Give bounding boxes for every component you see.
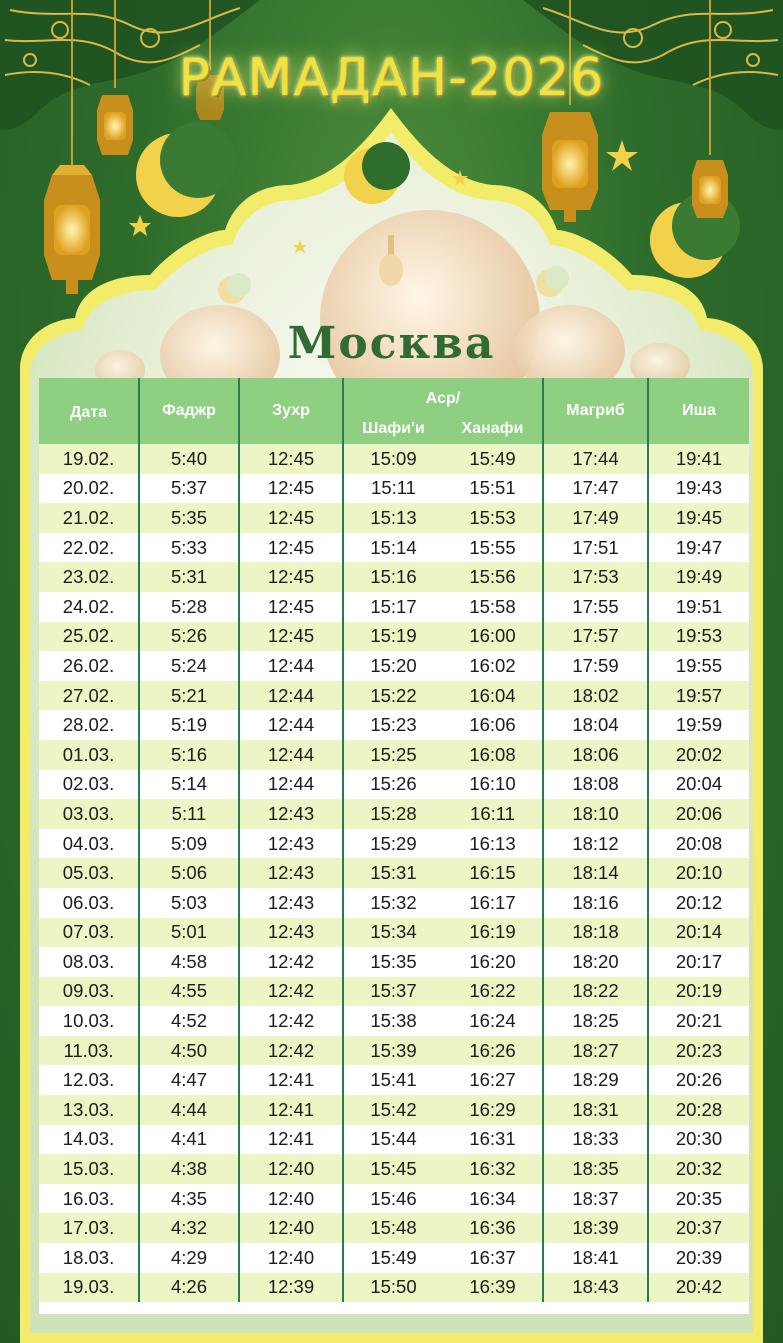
cell-asr-hanafi: 16:04	[443, 681, 543, 711]
cell-fajr: 5:03	[139, 888, 239, 918]
cell-zuhr: 12:45	[239, 562, 343, 592]
cell-fajr: 5:06	[139, 858, 239, 888]
table-row	[39, 533, 749, 563]
table-row	[39, 918, 749, 948]
header-asr: Аср/	[343, 378, 543, 414]
cell-isha: 20:10	[648, 858, 749, 888]
cell-isha: 20:30	[648, 1125, 749, 1155]
cell-maghrib: 18:39	[543, 1213, 648, 1243]
cell-asr-hanafi: 16:36	[443, 1213, 543, 1243]
cell-maghrib: 18:25	[543, 1006, 648, 1036]
header-fajr: Фаджр	[139, 378, 239, 444]
cell-asr-hanafi: 16:22	[443, 977, 543, 1007]
cell-asr-shafi: 15:09	[343, 444, 443, 474]
cell-isha: 20:17	[648, 947, 749, 977]
cell-fajr: 4:32	[139, 1213, 239, 1243]
cell-fajr: 5:35	[139, 503, 239, 533]
cell-isha: 19:53	[648, 622, 749, 652]
table-row	[39, 1243, 749, 1273]
cell-zuhr: 12:43	[239, 799, 343, 829]
cell-zuhr: 12:39	[239, 1273, 343, 1303]
cell-fajr: 5:16	[139, 740, 239, 770]
cell-date: 09.03.	[39, 977, 139, 1007]
cell-date: 14.03.	[39, 1125, 139, 1155]
cell-maghrib: 18:02	[543, 681, 648, 711]
cell-date: 21.02.	[39, 503, 139, 533]
cell-asr-shafi: 15:49	[343, 1243, 443, 1273]
cell-fajr: 5:31	[139, 562, 239, 592]
cell-asr-shafi: 15:32	[343, 888, 443, 918]
table-row	[39, 1036, 749, 1066]
cell-asr-hanafi: 15:53	[443, 503, 543, 533]
cell-date: 27.02.	[39, 681, 139, 711]
cell-date: 07.03.	[39, 918, 139, 948]
lantern-icon	[692, 0, 728, 218]
table-row	[39, 1273, 749, 1303]
cell-date: 17.03.	[39, 1213, 139, 1243]
table-row	[39, 829, 749, 859]
cell-maghrib: 18:43	[543, 1273, 648, 1303]
cell-asr-shafi: 15:29	[343, 829, 443, 859]
cell-asr-hanafi: 16:20	[443, 947, 543, 977]
cell-asr-shafi: 15:23	[343, 710, 443, 740]
cell-date: 19.02.	[39, 444, 139, 474]
table-row	[39, 947, 749, 977]
header-maghrib: Магриб	[543, 378, 648, 444]
cell-zuhr: 12:43	[239, 918, 343, 948]
cell-asr-shafi: 15:42	[343, 1095, 443, 1125]
cell-isha: 19:59	[648, 710, 749, 740]
cell-date: 12.03.	[39, 1065, 139, 1095]
cell-asr-shafi: 15:26	[343, 770, 443, 800]
cell-asr-hanafi: 16:19	[443, 918, 543, 948]
cell-asr-hanafi: 16:00	[443, 622, 543, 652]
cell-fajr: 4:38	[139, 1154, 239, 1184]
cell-asr-hanafi: 16:37	[443, 1243, 543, 1273]
table-row	[39, 562, 749, 592]
cell-maghrib: 18:35	[543, 1154, 648, 1184]
cell-asr-hanafi: 16:29	[443, 1095, 543, 1125]
table-row	[39, 651, 749, 681]
cell-zuhr: 12:42	[239, 947, 343, 977]
spacer-cell	[39, 1302, 749, 1314]
header-asr-shafi: Шафи'и	[343, 414, 443, 444]
table-row	[39, 977, 749, 1007]
cell-isha: 20:28	[648, 1095, 749, 1125]
cell-fajr: 5:28	[139, 592, 239, 622]
cell-asr-hanafi: 16:34	[443, 1184, 543, 1214]
cell-fajr: 4:44	[139, 1095, 239, 1125]
cell-fajr: 5:01	[139, 918, 239, 948]
cell-isha: 20:32	[648, 1154, 749, 1184]
table-row	[39, 474, 749, 504]
table-row	[39, 681, 749, 711]
cell-zuhr: 12:44	[239, 710, 343, 740]
cell-isha: 20:42	[648, 1273, 749, 1303]
cell-zuhr: 12:45	[239, 474, 343, 504]
cell-isha: 20:21	[648, 1006, 749, 1036]
crescent-moon-icon	[136, 122, 236, 217]
cell-maghrib: 17:47	[543, 474, 648, 504]
cell-asr-hanafi: 16:24	[443, 1006, 543, 1036]
cell-asr-hanafi: 16:06	[443, 710, 543, 740]
cell-asr-hanafi: 16:17	[443, 888, 543, 918]
cell-fajr: 4:50	[139, 1036, 239, 1066]
cell-asr-hanafi: 15:56	[443, 562, 543, 592]
cell-date: 20.02.	[39, 474, 139, 504]
cell-asr-shafi: 15:16	[343, 562, 443, 592]
cell-asr-shafi: 15:50	[343, 1273, 443, 1303]
cell-isha: 20:23	[648, 1036, 749, 1066]
cell-isha: 19:57	[648, 681, 749, 711]
cell-asr-shafi: 15:41	[343, 1065, 443, 1095]
cell-zuhr: 12:43	[239, 858, 343, 888]
cell-asr-shafi: 15:11	[343, 474, 443, 504]
table-row	[39, 740, 749, 770]
header-asr-hanafi: Ханафи	[443, 414, 543, 444]
cell-maghrib: 18:31	[543, 1095, 648, 1125]
cell-fajr: 4:55	[139, 977, 239, 1007]
cell-fajr: 5:26	[139, 622, 239, 652]
cell-isha: 19:45	[648, 503, 749, 533]
cell-asr-hanafi: 16:27	[443, 1065, 543, 1095]
cell-isha: 20:14	[648, 918, 749, 948]
cell-maghrib: 17:44	[543, 444, 648, 474]
cell-zuhr: 12:45	[239, 533, 343, 563]
cell-date: 28.02.	[39, 710, 139, 740]
cell-date: 25.02.	[39, 622, 139, 652]
cell-asr-shafi: 15:46	[343, 1184, 443, 1214]
cell-zuhr: 12:41	[239, 1125, 343, 1155]
cell-date: 15.03.	[39, 1154, 139, 1184]
cell-fajr: 5:40	[139, 444, 239, 474]
cell-date: 19.03.	[39, 1273, 139, 1303]
cell-fajr: 4:26	[139, 1273, 239, 1303]
cell-asr-shafi: 15:13	[343, 503, 443, 533]
cell-zuhr: 12:41	[239, 1095, 343, 1125]
cell-zuhr: 12:40	[239, 1184, 343, 1214]
cell-fajr: 4:41	[139, 1125, 239, 1155]
cell-zuhr: 12:42	[239, 1036, 343, 1066]
cell-date: 23.02.	[39, 562, 139, 592]
lantern-icon	[44, 0, 100, 294]
cell-asr-shafi: 15:39	[343, 1036, 443, 1066]
cell-asr-shafi: 15:44	[343, 1125, 443, 1155]
header-date: Дата	[39, 378, 139, 444]
cell-isha: 20:08	[648, 829, 749, 859]
cell-zuhr: 12:41	[239, 1065, 343, 1095]
cell-zuhr: 12:40	[239, 1154, 343, 1184]
cell-maghrib: 18:04	[543, 710, 648, 740]
table-row	[39, 1184, 749, 1214]
cell-zuhr: 12:40	[239, 1243, 343, 1273]
cell-date: 01.03.	[39, 740, 139, 770]
cell-asr-shafi: 15:48	[343, 1213, 443, 1243]
header-isha: Иша	[648, 378, 749, 444]
cell-asr-shafi: 15:25	[343, 740, 443, 770]
cell-maghrib: 18:41	[543, 1243, 648, 1273]
table-row	[39, 1095, 749, 1125]
table-row	[39, 888, 749, 918]
table-footer-spacer	[39, 1302, 749, 1314]
cell-asr-shafi: 15:37	[343, 977, 443, 1007]
cell-isha: 20:37	[648, 1213, 749, 1243]
page-title: РАМАДАН-2026	[178, 48, 605, 108]
cell-fajr: 4:47	[139, 1065, 239, 1095]
cell-isha: 19:47	[648, 533, 749, 563]
cell-maghrib: 17:55	[543, 592, 648, 622]
table-row	[39, 622, 749, 652]
table-row	[39, 592, 749, 622]
cell-isha: 19:41	[648, 444, 749, 474]
cell-zuhr: 12:43	[239, 829, 343, 859]
cell-date: 18.03.	[39, 1243, 139, 1273]
cell-maghrib: 17:53	[543, 562, 648, 592]
cell-zuhr: 12:45	[239, 444, 343, 474]
cell-maghrib: 18:37	[543, 1184, 648, 1214]
cell-fajr: 5:37	[139, 474, 239, 504]
table-row	[39, 1006, 749, 1036]
cell-maghrib: 18:29	[543, 1065, 648, 1095]
cell-fajr: 4:58	[139, 947, 239, 977]
cell-asr-shafi: 15:14	[343, 533, 443, 563]
cell-asr-shafi: 15:28	[343, 799, 443, 829]
table-row	[39, 1213, 749, 1243]
cell-date: 24.02.	[39, 592, 139, 622]
cell-zuhr: 12:42	[239, 1006, 343, 1036]
cell-zuhr: 12:44	[239, 681, 343, 711]
cell-fajr: 4:52	[139, 1006, 239, 1036]
table-row	[39, 1065, 749, 1095]
cell-asr-hanafi: 16:11	[443, 799, 543, 829]
cell-date: 02.03.	[39, 770, 139, 800]
cell-isha: 19:55	[648, 651, 749, 681]
cell-fajr: 4:35	[139, 1184, 239, 1214]
cell-zuhr: 12:44	[239, 770, 343, 800]
cell-asr-shafi: 15:22	[343, 681, 443, 711]
cell-date: 13.03.	[39, 1095, 139, 1125]
cell-maghrib: 18:12	[543, 829, 648, 859]
cell-fajr: 5:09	[139, 829, 239, 859]
cell-isha: 20:26	[648, 1065, 749, 1095]
cell-date: 22.02.	[39, 533, 139, 563]
cell-asr-hanafi: 16:10	[443, 770, 543, 800]
cell-fajr: 5:11	[139, 799, 239, 829]
cell-isha: 20:35	[648, 1184, 749, 1214]
cell-asr-hanafi: 15:55	[443, 533, 543, 563]
table-row	[39, 799, 749, 829]
cell-asr-hanafi: 16:32	[443, 1154, 543, 1184]
table-row	[39, 770, 749, 800]
cell-maghrib: 18:22	[543, 977, 648, 1007]
cell-isha: 20:06	[648, 799, 749, 829]
cell-date: 06.03.	[39, 888, 139, 918]
cell-asr-hanafi: 16:31	[443, 1125, 543, 1155]
cell-isha: 20:39	[648, 1243, 749, 1273]
cell-maghrib: 18:18	[543, 918, 648, 948]
cell-fajr: 5:14	[139, 770, 239, 800]
cell-date: 03.03.	[39, 799, 139, 829]
cell-date: 04.03.	[39, 829, 139, 859]
cell-asr-shafi: 15:20	[343, 651, 443, 681]
cell-zuhr: 12:40	[239, 1213, 343, 1243]
city-name: Москва	[287, 318, 496, 369]
cell-asr-shafi: 15:19	[343, 622, 443, 652]
cell-asr-shafi: 15:34	[343, 918, 443, 948]
table-row	[39, 858, 749, 888]
header-zuhr: Зухр	[239, 378, 343, 444]
cell-fajr: 5:33	[139, 533, 239, 563]
cell-date: 05.03.	[39, 858, 139, 888]
cell-isha: 19:51	[648, 592, 749, 622]
cell-asr-hanafi: 16:15	[443, 858, 543, 888]
cell-isha: 20:02	[648, 740, 749, 770]
cell-maghrib: 18:16	[543, 888, 648, 918]
cell-asr-hanafi: 16:08	[443, 740, 543, 770]
cell-asr-hanafi: 16:13	[443, 829, 543, 859]
cell-maghrib: 18:20	[543, 947, 648, 977]
cell-asr-shafi: 15:35	[343, 947, 443, 977]
cell-maghrib: 18:27	[543, 1036, 648, 1066]
cell-fajr: 5:19	[139, 710, 239, 740]
table-row	[39, 1125, 749, 1155]
cell-maghrib: 18:06	[543, 740, 648, 770]
table-row	[39, 503, 749, 533]
cell-asr-shafi: 15:31	[343, 858, 443, 888]
cell-asr-shafi: 15:17	[343, 592, 443, 622]
cell-asr-hanafi: 15:51	[443, 474, 543, 504]
cell-isha: 20:19	[648, 977, 749, 1007]
prayer-times-table	[39, 378, 749, 1314]
cell-asr-shafi: 15:45	[343, 1154, 443, 1184]
cell-isha: 20:12	[648, 888, 749, 918]
cell-maghrib: 18:33	[543, 1125, 648, 1155]
cell-maghrib: 18:14	[543, 858, 648, 888]
cell-asr-hanafi: 15:58	[443, 592, 543, 622]
cell-date: 16.03.	[39, 1184, 139, 1214]
cell-zuhr: 12:44	[239, 740, 343, 770]
cell-maghrib: 17:49	[543, 503, 648, 533]
table-row	[39, 710, 749, 740]
cell-maghrib: 17:57	[543, 622, 648, 652]
cell-date: 10.03.	[39, 1006, 139, 1036]
cell-maghrib: 17:51	[543, 533, 648, 563]
cell-fajr: 5:24	[139, 651, 239, 681]
cell-date: 08.03.	[39, 947, 139, 977]
cell-asr-hanafi: 16:26	[443, 1036, 543, 1066]
cell-zuhr: 12:45	[239, 622, 343, 652]
cell-isha: 19:49	[648, 562, 749, 592]
cell-zuhr: 12:44	[239, 651, 343, 681]
cell-isha: 19:43	[648, 474, 749, 504]
cell-zuhr: 12:43	[239, 888, 343, 918]
cell-fajr: 4:29	[139, 1243, 239, 1273]
cell-date: 26.02.	[39, 651, 139, 681]
cell-zuhr: 12:45	[239, 592, 343, 622]
cell-asr-hanafi: 16:39	[443, 1273, 543, 1303]
cell-maghrib: 17:59	[543, 651, 648, 681]
cell-date: 11.03.	[39, 1036, 139, 1066]
table-row	[39, 444, 749, 474]
cell-asr-hanafi: 15:49	[443, 444, 543, 474]
cell-maghrib: 18:10	[543, 799, 648, 829]
cell-zuhr: 12:45	[239, 503, 343, 533]
cell-zuhr: 12:42	[239, 977, 343, 1007]
cell-maghrib: 18:08	[543, 770, 648, 800]
cell-fajr: 5:21	[139, 681, 239, 711]
cell-isha: 20:04	[648, 770, 749, 800]
cell-asr-hanafi: 16:02	[443, 651, 543, 681]
table-row	[39, 1154, 749, 1184]
cell-asr-shafi: 15:38	[343, 1006, 443, 1036]
lantern-icon	[542, 0, 598, 222]
